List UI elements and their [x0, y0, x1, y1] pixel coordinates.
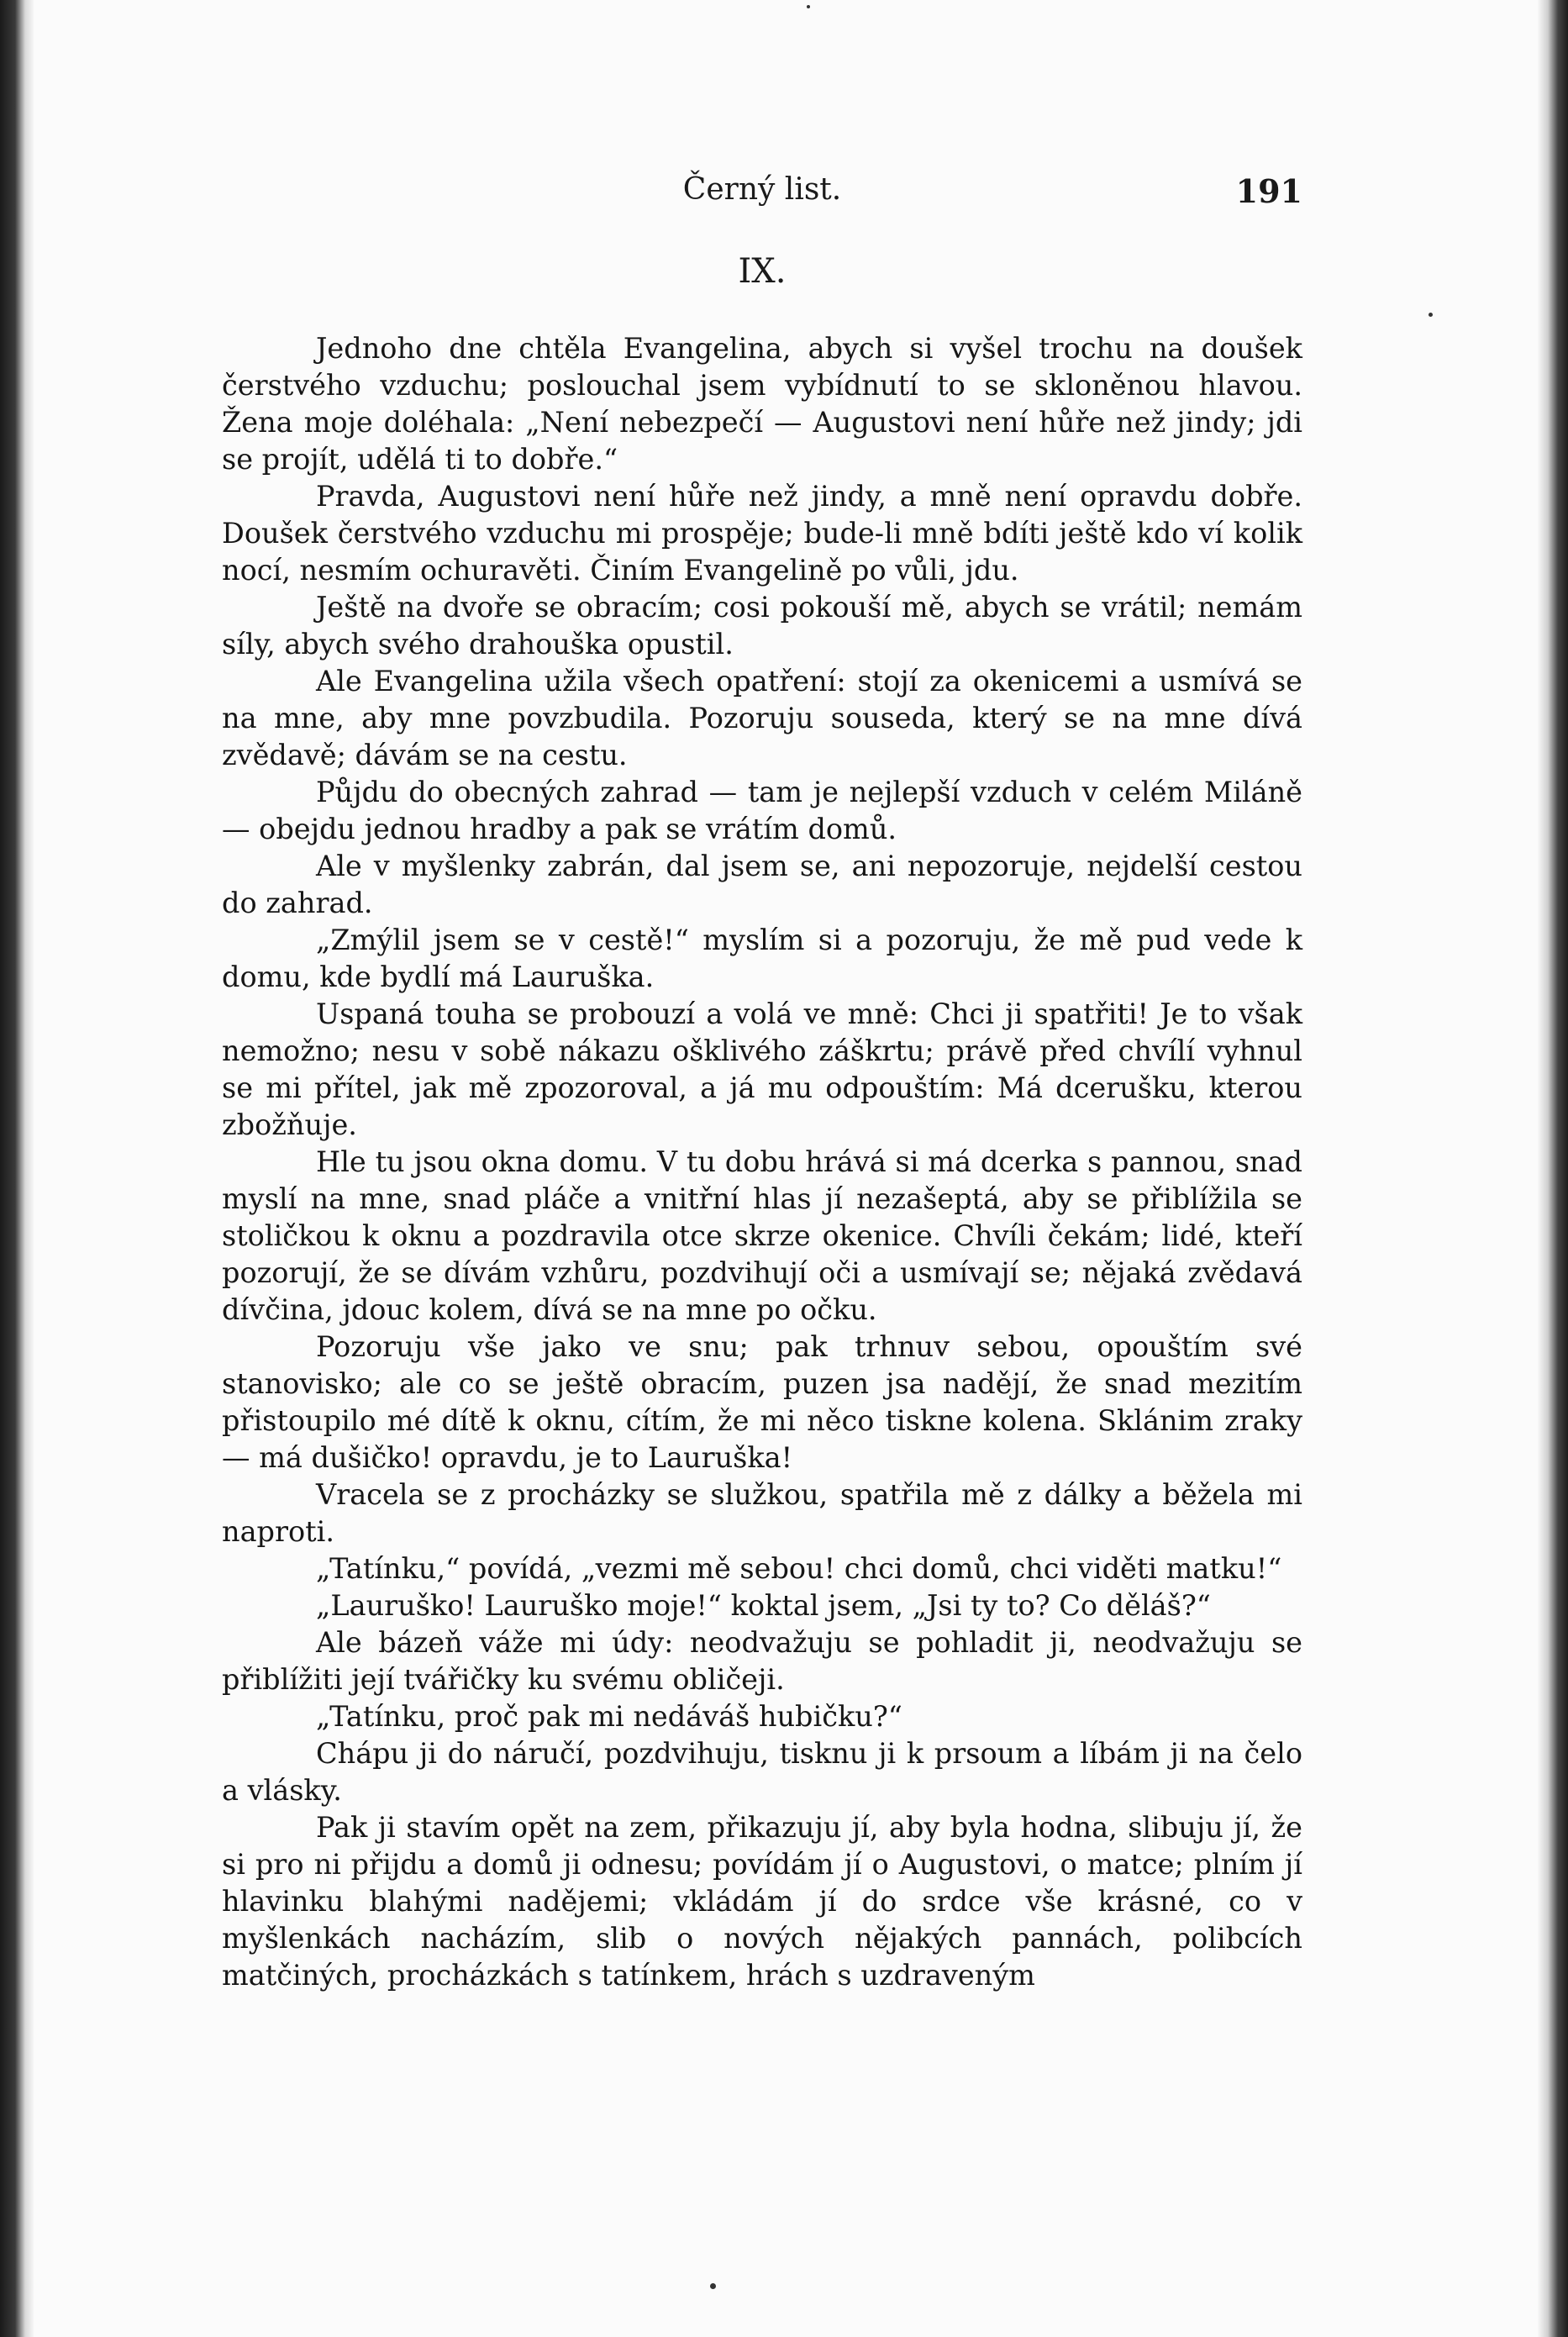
- paragraph: Pak ji stavím opět na zem, přikazuju jí, aby byla hodna, slibuju jí, že si pro ni přijdu a domů ji odnesu; povídám jí o Augustovi, o matce; plním jí hlavinku blahými nadějemi; vkládám jí do srdce vše krásné, co v myšlenkách nacházím, slib o nových nějakých pannách, polibcích matčiných, procházkách s tatínkem, hrách s uzdraveným: [222, 1811, 1302, 1992]
- paragraph: „Tatínku,“ povídá, „vezmi mě sebou! chci domů, chci viděti matku!“: [316, 1552, 1282, 1585]
- paragraph: „Lauruško! Lauruško moje!“ koktal jsem, „Jsi ty to? Co děláš?“: [316, 1589, 1211, 1622]
- page-header: [222, 172, 1302, 219]
- paragraph: Jednoho dne chtěla Evangelina, abych si vyšel trochu na doušek čerstvého vzduchu; poslouchal jsem vybídnutí to se skloněnou hlavou. Žena moje doléhala: „Není nebezpečí — Augustovi není hůře než jindy; jdi se projít, udělá ti to dobře.“: [222, 332, 1302, 476]
- paragraph: Půjdu do obecných zahrad — tam je nejlepší vzduch v celém Miláně — obejdu jednou hradby a pak se vrátím domů.: [222, 776, 1302, 845]
- paragraph: Pravda, Augustovi není hůře než jindy, a mně není opravdu dobře. Doušek čerstvého vzduchu mi prospěje; bude-li mně bdíti ještě kdo ví kolik nocí, nesmím ochuravěti. Činím Evangelině po vůli, jdu.: [222, 480, 1302, 587]
- paragraph: Pozoruju vše jako ve snu; pak trhnuv sebou, opouštím své stanovisko; ale co se ještě obracím, puzen jsa nadějí, že snad mezitím přistoupilo mé dítě k oknu, cítím, že mi něco tiskne kolena. Sklánim zraky — má dušičko! opravdu, je to Lauruška!: [222, 1330, 1302, 1474]
- paragraph: Ale v myšlenky zabrán, dal jsem se, ani nepozoruje, nejdelší cestou do zahrad.: [222, 850, 1302, 919]
- paragraph: „Tatínku, proč pak mi nedáváš hubičku?“: [316, 1700, 902, 1733]
- paragraph: Ale bázeň váže mi údy: neodvažuju se pohladit ji, neodvažuju se přiblížiti její tvářičky ku svému obličeji.: [222, 1626, 1302, 1696]
- paragraph: Ještě na dvoře se obracím; cosi pokouší mě, abych se vrátil; nemám síly, abych svého drahouška opustil.: [222, 591, 1302, 661]
- paragraph: Ale Evangelina užila všech opatření: stojí za okenicemi a usmívá se na mne, aby mne povzbudila. Pozoruju souseda, který se na mne dívá zvědavě; dávám se na cestu.: [222, 665, 1302, 771]
- running-title: Černý list.: [682, 172, 842, 207]
- paragraph: Uspaná touha se probouzí a volá ve mně: Chci ji spatřiti! Je to však nemožno; nesu v sobě nákazu ošklivého záškrtu; právě před chvílí vyhnul se mi přítel, jak mě zpozoroval, a já mu odpouštím: Má dcerušku, kterou zbožňuje.: [222, 997, 1302, 1141]
- paragraph: Chápu ji do náručí, pozdvihuju, tisknu ji k prsoum a líbám ji na čelo a vlásky.: [222, 1737, 1302, 1807]
- chapter-heading: IX.: [738, 252, 787, 291]
- body-text: [222, 330, 1302, 1994]
- scan-speck: [710, 2283, 716, 2289]
- scan-speck: [1429, 313, 1433, 317]
- scan-left-edge: [0, 0, 34, 2337]
- paragraph: Hle tu jsou okna domu. V tu dobu hrává si má dcerka s pannou, snad myslí na mne, snad pláče a vnitřní hlas jí nezašeptá, aby se přiblížila se stoličkou k oknu a pozdravila otce skrze okenice. Chvíli čekám; lidé, kteří pozorují, že se dívám vzhůru, pozdvihují oči a usmívají se; nějaká zvědavá dívčina, jdouc kolem, dívá se na mne po očku.: [222, 1145, 1302, 1326]
- scan-speck: [807, 5, 810, 8]
- scan-right-edge: [1538, 0, 1568, 2337]
- page-number: 191: [1235, 172, 1302, 210]
- paragraph: „Zmýlil jsem se v cestě!“ myslím si a pozoruju, že mě pud vede k domu, kde bydlí má Lauruška.: [222, 924, 1302, 993]
- paragraph: Vracela se z procházky se služkou, spatřila mě z dálky a běžela mi naproti.: [222, 1478, 1302, 1548]
